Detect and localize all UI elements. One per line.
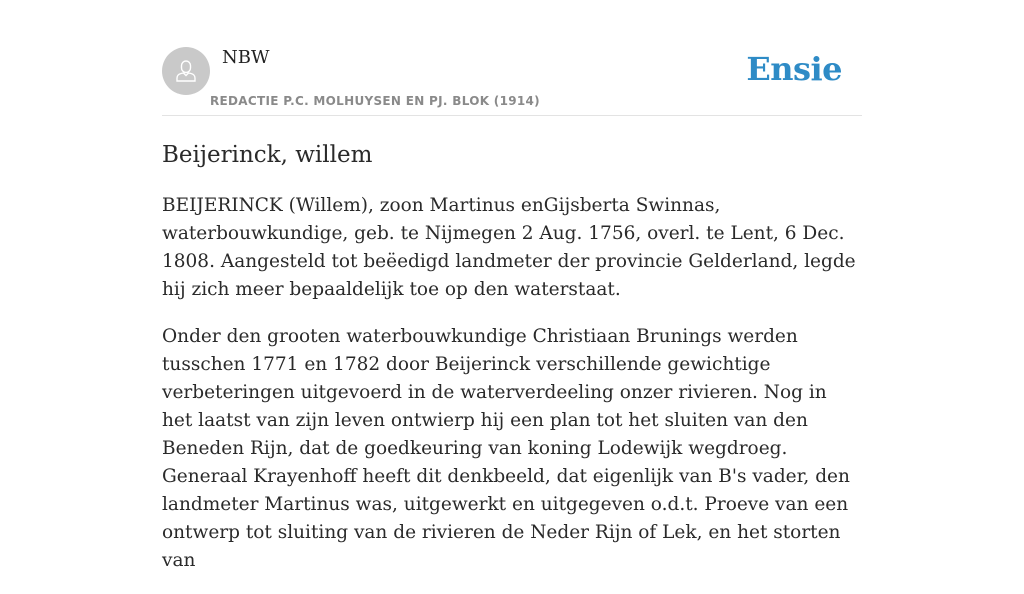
article-header — [162, 0, 862, 116]
author-subtitle: REDACTIE P.C. MOLHUYSEN EN PJ. BLOK (1914) — [210, 94, 540, 108]
author-name[interactable]: NBW — [222, 47, 270, 68]
article-paragraph: Onder den grooten waterbouwkundige Christiaan Brunings werden tusschen 1771 en 1782 door Beijerinck verschillende gewichtige verbeteringen uitgevoerd in de waterverdeeling onzer rivieren. Nog in het laatst van zijn leven ontwierp hij een plan tot het sluiten van den Beneden Rijn, dat de goedkeuring van koning Lodewijk wegdroeg. Generaal Krayenhoff heeft dit denkbeeld, dat eigenlijk van B's vader, den landmeter Martinus was, uitgewerkt en uitgegeven o.d.t. Proeve van een ontwerp tot sluiting van de rivieren de Neder Rijn of Lek, en het storten van — [162, 326, 850, 571]
avatar[interactable] — [162, 47, 210, 95]
content-column — [162, 0, 862, 571]
ensie-logo[interactable]: Ensie — [746, 50, 842, 88]
article-body — [162, 192, 862, 594]
article-title: Beijerinck, willem — [162, 142, 373, 168]
article-paragraph: BEIJERINCK (Willem), zoon Martinus enGijsberta Swinnas, waterbouwkundige, geb. te Nijmegen 2 Aug. 1756, overl. te Lent, 6 Dec. 1808. Aangesteld tot beëedigd landmeter der provincie Gelderland, legde hij zich meer bepaaldelijk toe op den waterstaat. — [162, 195, 856, 300]
user-icon — [171, 56, 201, 86]
